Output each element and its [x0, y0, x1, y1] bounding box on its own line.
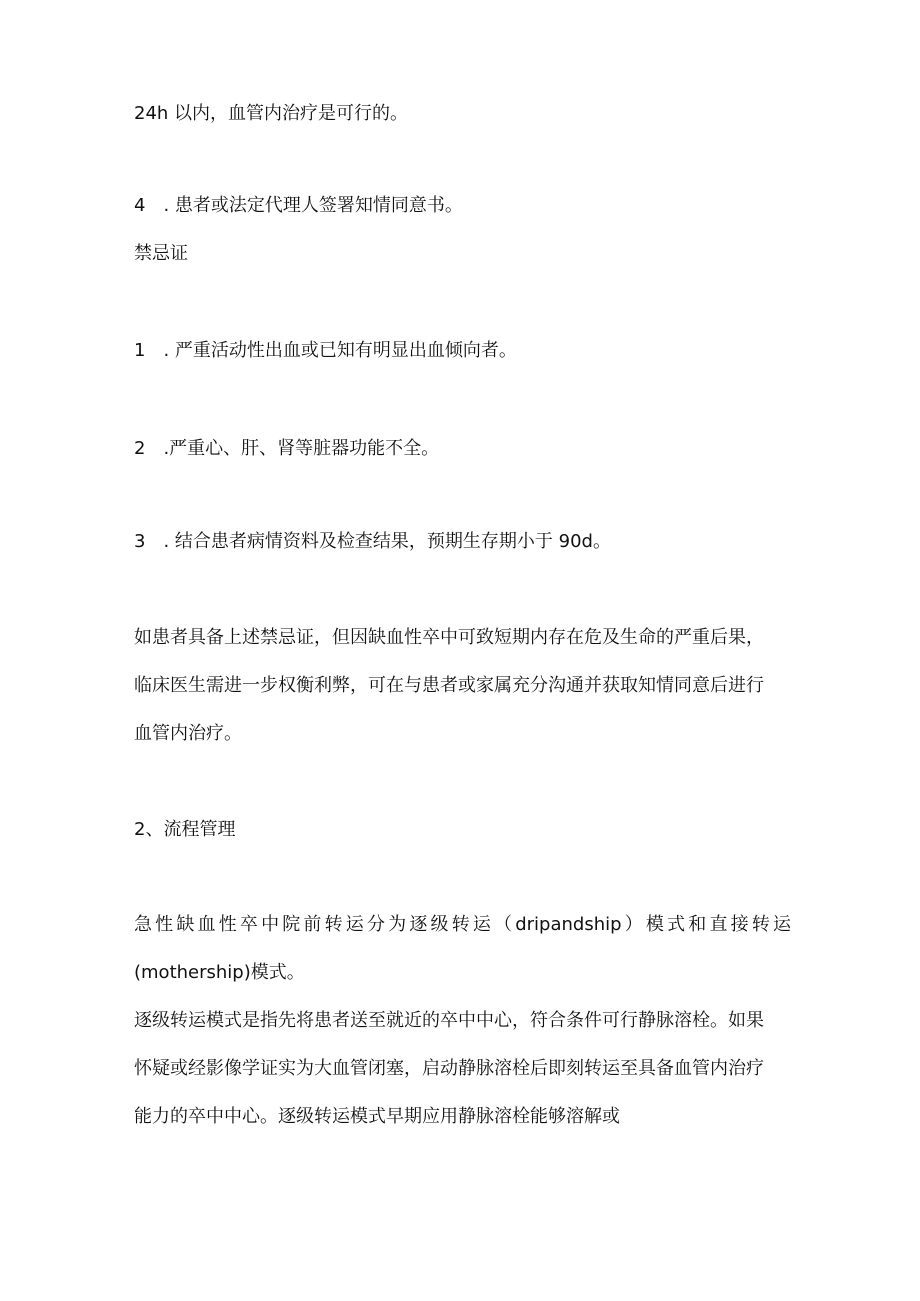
indication-item-4: 4 . 患者或法定代理人签署知情同意书。 [134, 195, 463, 216]
section-heading-process: 2、流程管理 [134, 819, 236, 840]
contraindications-heading: 禁忌证 [134, 243, 188, 264]
note-paragraph-line-3: 血管内治疗。 [134, 723, 242, 744]
note-paragraph-line-2: 临床医生需进一步权衡利弊，可在与患者或家属充分沟通并获取知情同意后进行 [134, 675, 764, 696]
drip-paragraph-line-1: 逐级转运模式是指先将患者送至就近的卒中中心，符合条件可行静脉溶栓。如果 [134, 1010, 764, 1031]
contraindication-item-2: 2 .严重心、肝、肾等脏器功能不全。 [134, 438, 440, 459]
drip-paragraph-line-3: 能力的卒中中心。逐级转运模式早期应用静脉溶栓能够溶解或 [134, 1106, 620, 1127]
drip-paragraph-line-2: 怀疑或经影像学证实为大血管闭塞，启动静脉溶栓后即刻转运至具备血管内治疗 [134, 1058, 764, 1079]
note-paragraph-line-1: 如患者具备上述禁忌证，但因缺血性卒中可致短期内存在危及生命的严重后果， [134, 627, 764, 648]
contraindication-item-3: 3 . 结合患者病情资料及检查结果，预期生存期小于 90d。 [134, 531, 611, 552]
transfer-paragraph-line-1: 急性缺血性卒中院前转运分为逐级转运（dripandship）模式和直接转运 [134, 914, 791, 935]
transfer-paragraph-line-2: (mothership)模式。 [134, 962, 305, 983]
contraindication-item-1: 1 . 严重活动性出血或已知有明显出血倾向者。 [134, 340, 517, 361]
intro-line: 24h 以内，血管内治疗是可行的。 [134, 103, 409, 124]
